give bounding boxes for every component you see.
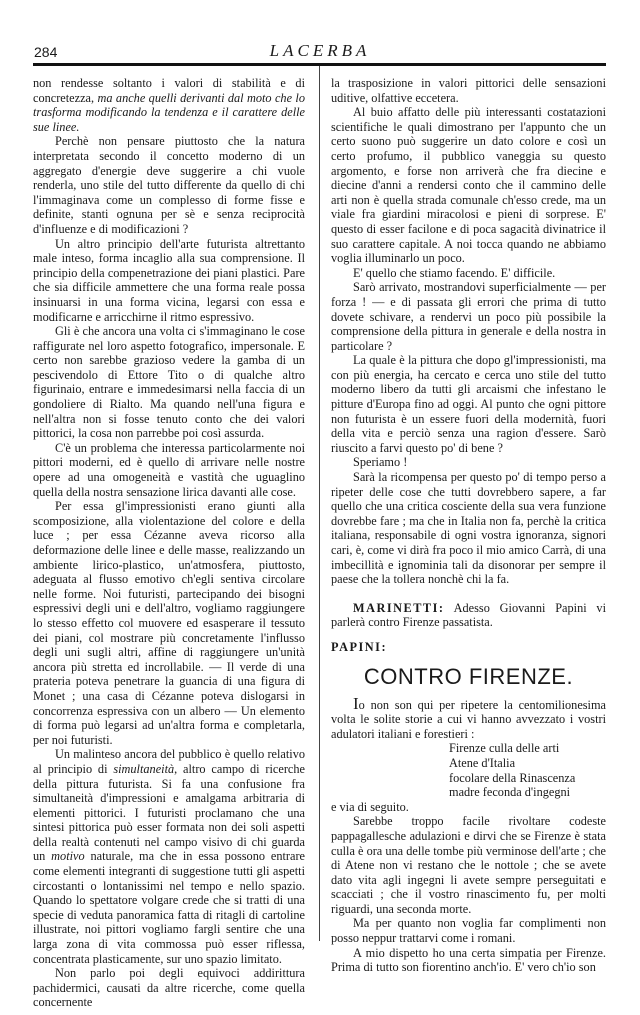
- right-column: [331, 76, 606, 975]
- verse-line: Firenze culla delle arti: [449, 741, 560, 756]
- paragraph: C'è un problema che interessa particolarmente noi pittori moderni, ed è quello di arrivare nelle nostre opere ad una omogeneità e vastità che uguaglino quella della nostra sensazione lirica davanti alle cose.: [33, 440, 305, 499]
- paragraph: Un altro principio dell'arte futurista altrettanto male inteso, forma incaglio alla sua comprensione. Il principio della compenetrazione dei piani plastici. Pare che sia difficile ammettere che una forma reale possa insinuarsi in una forma vicina, legarsi con essa e modificarne e arricchirne il ritmo espressivo.: [33, 236, 305, 324]
- paragraph-text: , altro campo di ricerche della pittura futurista. Si fa una confusione fra simultaneità d'impressioni e amalgama arbitraria di elementi pittorici. I futuristi proclamano che una sintesi pittorica può esser formata non dei soli aspetti della realtà contenuti nel campo visivo di chi guarda un: [33, 761, 305, 864]
- paragraph: Sarà la ricompensa per questo po' di tempo perso a ripeter delle cose che tutti dovrebbero sapere, a far quello che una critica cosciente della sua vera funzione dovrebbe fare ; ma che in Italia non fa, perchè la critica italiana, responsabile di ogni vostra ignoranza, signori cari, è, come vi dirà fra poco il mio amico Carrà, di una imbecillità e ignominia tali da disonorar per sempre il paese che la tollera nonchè chi la fa.: [331, 470, 606, 587]
- paragraph-text: non rendesse soltanto i valori di stabilità e di concretezza,: [33, 76, 305, 105]
- paragraph: La quale è la pittura che dopo gl'impressionisti, ma con più energia, ha cercato e cerca uno stile del tutto moderno libero da tutti gli arcaismi che infestano le pitture d'Europa fino ad oggi. Al punto che ogni pittore non futurista è un essere fuori della modernità, fuori della vita e perciò senza una ragion d'essere. Sarò riuscito a farvi questo po' di bene ?: [331, 353, 606, 455]
- paragraph: Io non son qui per ripetere la centomilionesima volta le solite storie a cui vi hanno avvezzato i vostri adulatori italiani e forestieri :: [331, 693, 606, 741]
- paragraph: e via di seguito.: [331, 799, 409, 814]
- speaker-text: Adesso Giovanni Papini vi parlerà contro Firenze passatista.: [331, 600, 606, 630]
- speaker-paragraph: [331, 601, 606, 630]
- paragraph: Sarò arrivato, mostrandovi superficialmente — per forza ! — e di passata gli errori che prima di tutto dovete schivare, a rendervi un poco più possibile la comprensione della pittura in generale e della nostra in particolare ?: [331, 280, 606, 353]
- page-number: 284: [34, 44, 58, 60]
- speaker-name: MARINETTI:: [353, 600, 445, 615]
- paragraph: [33, 76, 305, 134]
- paragraph: la trasposizione in valori pittorici delle sensazioni uditive, olfattive eccetera.: [331, 76, 606, 105]
- paragraph-text: naturale, ma che in essa possono entrare come elementi integranti di suggestione tutti gli aspetti circostanti o lontanissimi nel tempo e nello spazio. Quando lo spettatore volgare crede che si tratti di una specie di veduta panoramica fatta di ritagli di cartoline illustrate, noi pittori vogliamo fargli sentire che una larga zona di vita commossa può esser riflessa, concentrata plasticamente, sur uno spazio limitato.: [33, 849, 305, 966]
- paragraph: Sarebbe troppo facile rivoltare codeste pappagallesche adulazioni e dirvi che se Firenze è stata culla è ora una delle tombe più verminose dell'arte ; che di Atene non vi restano che le nottole ; che se avete dato vita agli ingegni li avete sempre perseguitati e scacciati ; che il vostro rinascimento fu, per molti riguardi, una seconda morte.: [331, 814, 606, 916]
- left-column: [33, 76, 305, 1010]
- paragraph-text: Un malinteso ancora del pubblico è quello relativo al principio di: [33, 747, 305, 776]
- masthead-title: LACERBA: [269, 41, 371, 60]
- paragraph: A mio dispetto ho una certa simpatia per Firenze. Prima di tutto son fiorentino anch'io. E' vero ch'io son: [331, 945, 606, 975]
- paragraph: Non parlo poi degli equivoci addirittura pachidermici, causati da altre ricerche, come quella concernente: [33, 966, 305, 1010]
- article-title: CONTRO FIRENZE.: [363, 663, 574, 689]
- column-divider: [319, 66, 320, 941]
- paragraph: Speriamo !: [353, 455, 408, 470]
- verse-block: [331, 741, 606, 799]
- paragraph: Al buio affatto delle più interessanti costatazioni scientifiche le quali dimostrano per l'appunto che un certo suono può suggerire un dato colore e così un certo profumo, il pubblico vaneggia su questo argomento, e forse non arriverà che fra diecine e diecine d'anni a rendersi conto che il cammino delle arti non è quella strada comunale ch'esso crede, ma un viale fra giardini miracolosi e pieni di sorprese. E' questo di esser facilone e di poca sagacità divinatrice il suo carattere capitale. A noi tocca quando ne abbiamo voglia illuminarlo un poco.: [331, 105, 606, 266]
- paragraph: Perchè non pensare piuttosto che la natura interpretata secondo il concetto moderno di un aggregato d'energie deve suggerire a chi vuole renderla, uno stile del tutto differente da quello di chi l'immaginava come un complesso di forme fisse e definite, stanti ognuna per sè e senza reciprocità d'influenze e di modificazioni ?: [33, 134, 305, 236]
- paragraph: E' quello che stiamo facendo. E' difficile.: [353, 265, 556, 280]
- italic-text: motivo: [51, 849, 85, 864]
- paragraph: [33, 747, 305, 966]
- paragraph: Per essa gl'impressionisti erano giunti alla scomposizione, alla violentazione del colore e della luce ; per essa Cézanne aveva ricorso alla deformazione delle linee e delle masse, realizzando un ambiente lirico-plastico, un'atmosfera, piuttosto, adeguata al flusso emotivo ch'egli sentiva circolare nelle forme. Noi futuristi, partecipando dei bisogni espressivi degli uni e dell'altro, vogliamo raggiungere lo stesso effetto col muovere ed esasperare il tessuto dei piani, col mostrare più concretamente l'influsso degli uni sugli altri, affine di raggiungere un'unità ancora più stretta ed incrollabile. — Il verde di una prateria poteva penetrare la guancia di una figura di Monet ; una casa di Cézanne poteva dislogarsi in concorrenza espressiva con un albero — Un elemento di forma può legarsi ad un'altra forma e completarla, per noi futuristi.: [33, 499, 305, 747]
- paragraph: Gli è che ancora una volta ci s'immaginano le cose raffigurate nel loro aspetto fotografico, impersonale. E certo non sarebbe grazioso vedere la gamba di un pescivendolo di Ettore Tito o di qualche altro figurinaio, entrare e immedesimarsi nella faccia di un gondoliere di Rialto. Ma quando nell'una figura e nell'altra non si fosse tenuto conto che dei valori pittorici, la cosa non parrebbe poi così assurda.: [33, 324, 305, 441]
- italic-text: ma anche quelli derivanti dal moto che lo trasforma modificando la tendenza e il carattere delle sue linee.: [33, 90, 306, 134]
- verse-line: madre feconda d'ingegni: [449, 785, 571, 800]
- verse-line: Atene d'Italia: [449, 755, 516, 770]
- verse-line: focolare della Rinascenza: [449, 770, 576, 785]
- paragraph: Ma per quanto non voglia far complimenti non posso neppur trattarvi come i romani.: [331, 916, 606, 946]
- speaker-heading: PAPINI:: [331, 639, 388, 654]
- italic-text: simultaneità: [113, 761, 175, 776]
